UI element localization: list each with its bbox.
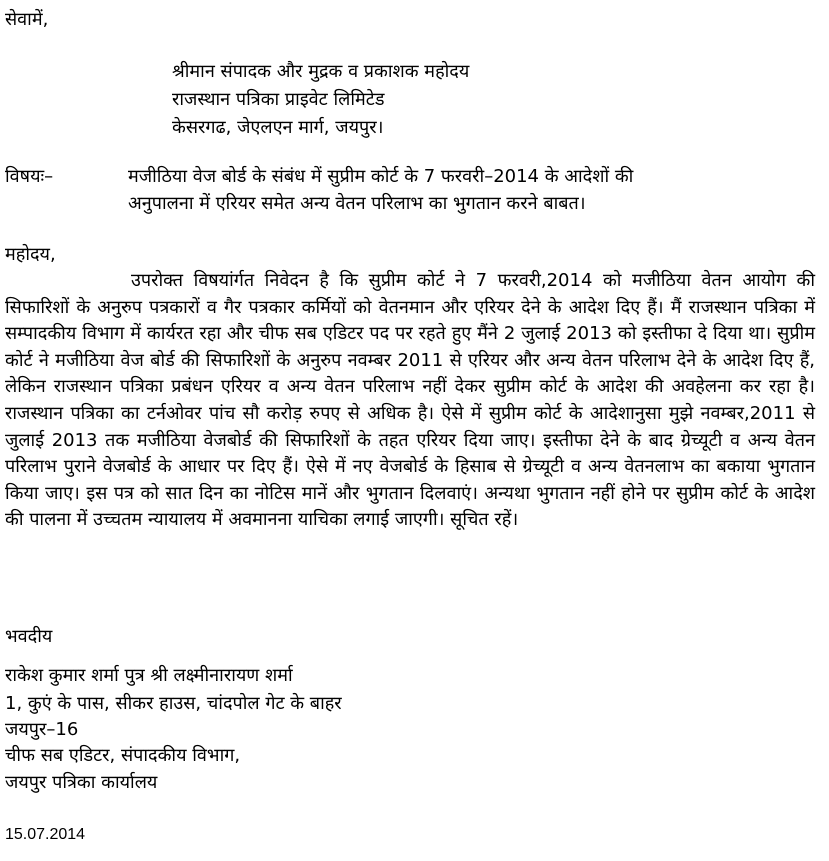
sender-office: जयपुर पत्रिका कार्यालय [5, 772, 158, 793]
sender-address-line-1: 1, कुएं के पास, सीकर हाउस, चांदपोल गेट के बाहर [5, 693, 342, 714]
recipient-line-1: श्रीमान संपादक और मुद्रक व प्रकाशक महोदय [172, 61, 470, 82]
letter-body [5, 268, 815, 534]
subject-line-1: मजीठिया वेज बोर्ड के संबंध में सुप्रीम कोर्ट के 7 फरवरी–2014 के आदेशों की [128, 166, 634, 187]
letter-body-text: उपरोक्त विषयांर्गत निवेदन है कि सुप्रीम कोर्ट ने 7 फरवरी,2014 को मजीठिया वेतन आयोग की सिफारिशों के अनुरुप पत्रकारों व गैर पत्रकार कर्मियों को वेतनमान और एरियर देने के आदेश दिए हैं। मैं राजस्थान पत्रिका में सम्पादकीय विभाग में कार्यरत रहा और चीफ सब एडिटर पद पर रहते हुए मैंने 2 जुलाई 2013 को इस्तीफा दे दिया था। सुप्रीम कोर्ट ने मजीठिया वेज बोर्ड की सिफारिशों के अनुरुप नवम्बर 2011 से एरियर और अन्य वेतन परिलाभ देने के आदेश दिए हैं, लेकिन राजस्थान पत्रिका प्रबंधन एरियर व अन्य वेतन परिलाभ नहीं देकर सुप्रीम कोर्ट के आदेश की अवहेलना कर रहा है। राजस्थान पत्रिका का टर्नओवर पांच सौ करोड़ रुपए से अधिक है। ऐसे में सुप्रीम कोर्ट के आदेशानुसा मुझे नवम्बर,2011 से जुलाई 2013 तक मजीठिया वेजबोर्ड की सिफारिशों के तहत एरियर दिया जाए। इस्तीफा देने के बाद ग्रेच्यूटी व अन्य वेतन परिलाभ पुराने वेजबोर्ड के आधार पर दिए हैं। ऐसे में नए वेजबोर्ड के हिसाब से ग्रेच्यूटी व अन्य वेतनलाभ का बकाया भुगतान किया जाए। इस पत्र को सात दिन का नोटिस मानें और भुगतान दिलवाएं। अन्यथा भुगतान नहीं होने पर सुप्रीम कोर्ट के आदेश की पालना में उच्चतम न्यायालय में अवमानना याचिका लगाई जाएगी। सूचित रहें। [5, 270, 815, 531]
sender-address-line-2: जयपुर–16 [5, 719, 79, 740]
salutation-to: सेवामें, [5, 9, 49, 30]
letter-date: 15.07.2014 [5, 826, 86, 843]
greeting: महोदय, [5, 244, 56, 265]
recipient-line-2: राजस्थान पत्रिका प्राइवेट लिमिटेड [172, 89, 385, 110]
subject-label: विषयः– [5, 166, 54, 187]
recipient-line-3: केसरगढ, जेएलएन मार्ग, जयपुर। [172, 117, 384, 138]
closing: भवदीय [5, 626, 53, 647]
sender-name: राकेश कुमार शर्मा पुत्र श्री लक्ष्मीनारायण शर्मा [5, 665, 293, 686]
subject-line-2: अनुपालना में एरियर समेत अन्य वेतन परिलाभ का भुगतान करने बाबत। [128, 193, 586, 214]
sender-designation: चीफ सब एडिटर, संपादकीय विभाग, [5, 745, 241, 766]
